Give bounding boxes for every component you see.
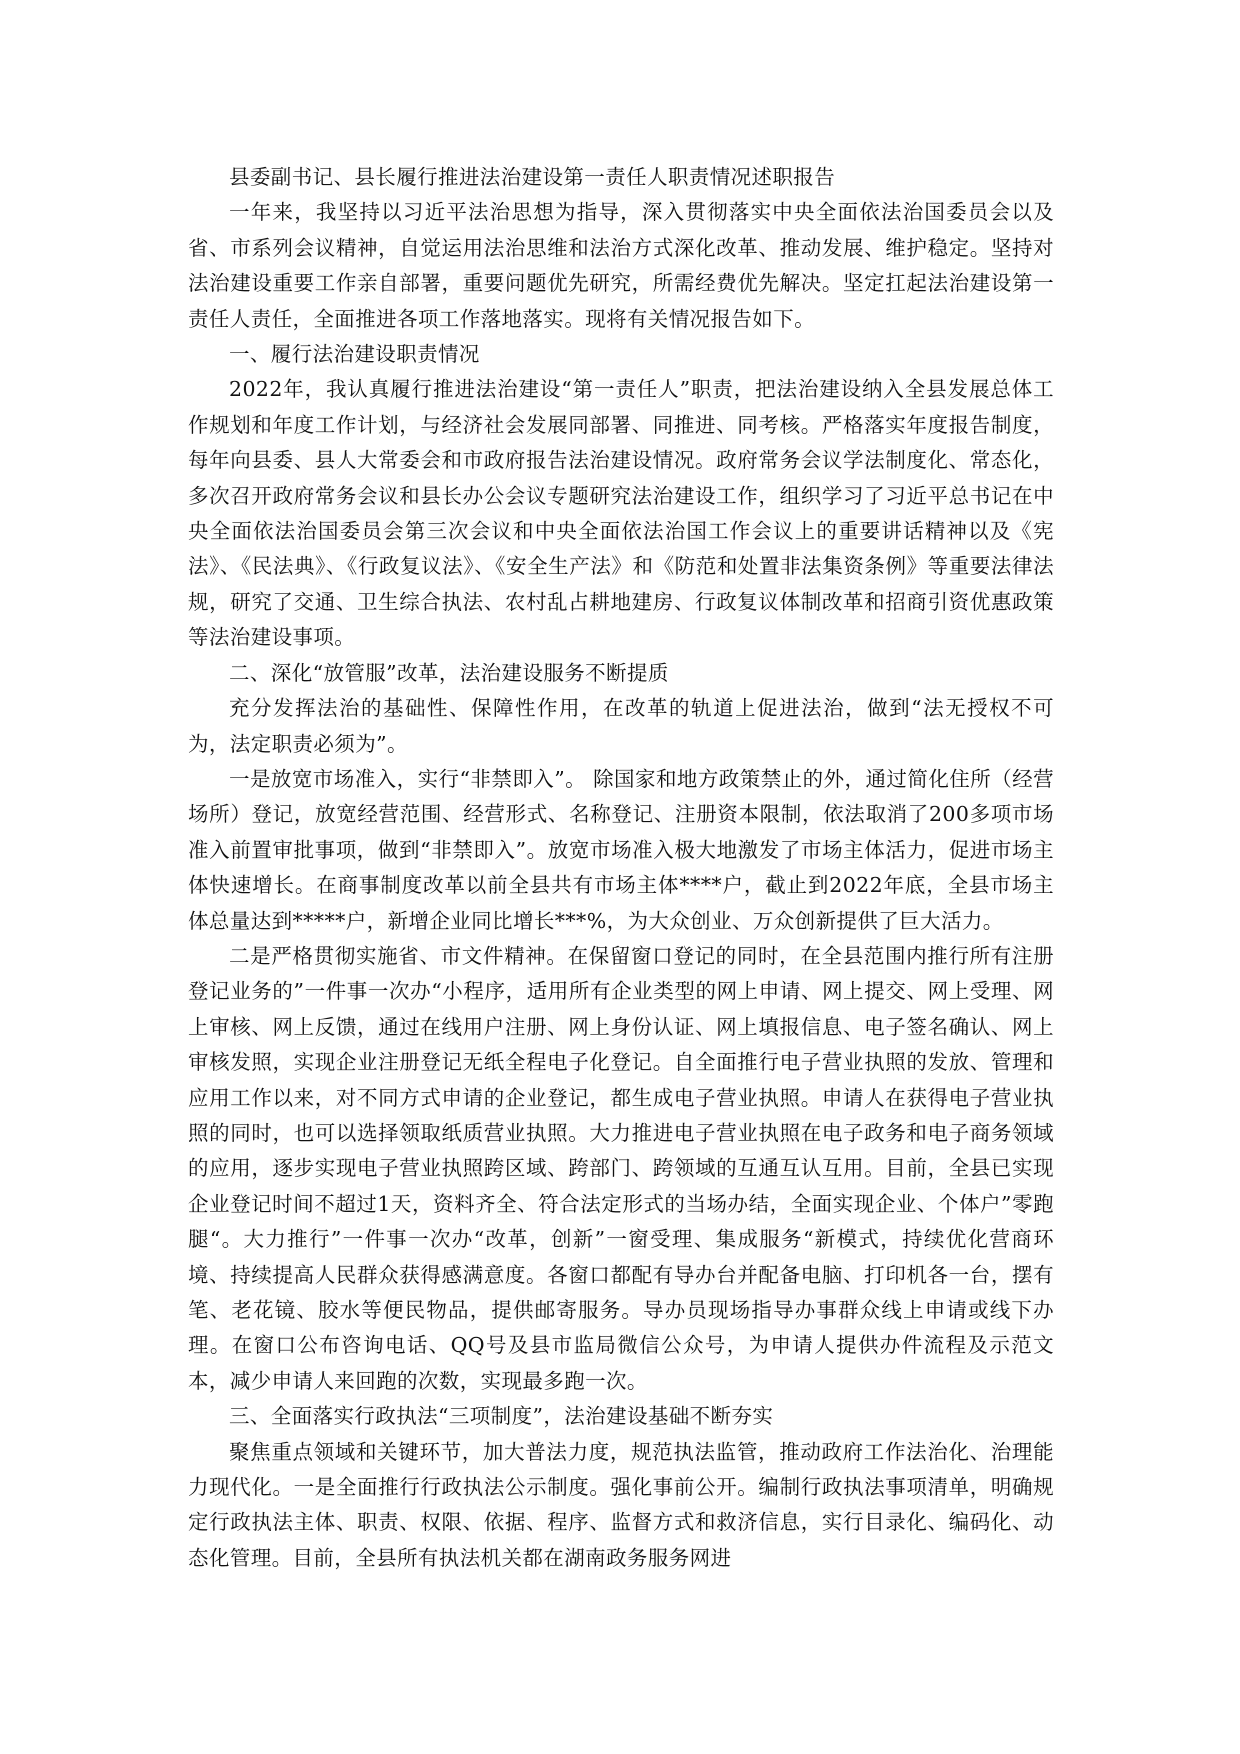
paragraph: 聚焦重点领域和关键环节，加大普法力度，规范执法监管，推动政府工作法治化、治理能力现代化。一是全面推行行政执法公示制度。强化事前公开。编制行政执法事项清单，明确规定行政执法主体、职责、权限、依据、程序、监督方式和救济信息，实行目录化、编码化、动态化管理。目前，全县所有执法机关都在湖南政务服务网进 (188, 1439, 1054, 1570)
section-heading-2: 二、深化“放管服”改革，法治建设服务不断提质 (229, 660, 669, 685)
document-title: 县委副书记、县长履行推进法治建设第一责任人职责情况述职报告 (229, 165, 836, 189)
section-heading-3: 三、全面落实行政执法“三项制度”，法治建设基础不断夯实 (229, 1404, 774, 1429)
paragraph-intro: 一年来，我坚持以习近平法治思想为指导，深入贯彻落实中央全面依法治国委员会以及省、市系列会议精神，自觉运用法治思维和法治方式深化改革、推动发展、维护稳定。坚持对法治建设重要工作亲自部署，重要问题优先研究，所需经费优先解决。坚定扛起法治建设第一责任人责任，全面推进各项工作落地落实。现将有关情况报告如下。 (188, 200, 1054, 331)
paragraph: 2022年，我认真履行推进法治建设“第一责任人”职责，把法治建设纳入全县发展总体工作规划和年度工作计划，与经济社会发展同部署、同推进、同考核。严格落实年度报告制度，每年向县委、县人大常委会和市政府报告法治建设情况。政府常务会议学法制度化、常态化，多次召开政府常务会议和县长办公会议专题研究法治建设工作，组织学习了习近平总书记在中央全面依法治国委员会第三次会议和中央全面依法治国工作会议上的重要讲话精神以及《宪法》、《民法典》、《行政复议法》、《安全生产法》和《防范和处置非法集资条例》等重要法律法规，研究了交通、卫生综合执法、农村乱占耕地建房、行政复议体制改革和招商引资优惠政策等法治建设事项。 (188, 377, 1054, 650)
paragraph: 充分发挥法治的基础性、保障性作用，在改革的轨道上促进法治，做到“法无授权不可为，法定职责必须为”。 (188, 696, 1054, 756)
section-heading-1: 一、履行法治建设职责情况 (229, 342, 480, 367)
document-body (188, 160, 1054, 1576)
paragraph: 一是放宽市场准入，实行“非禁即入”。 除国家和地方政策禁止的外，通过简化住所（经营场所）登记，放宽经营范围、经营形式、名称登记、注册资本限制，依法取消了200多项市场准入前置审批事项，做到“非禁即入”。放宽市场准入极大地激发了市场主体活力，促进市场主体快速增长。在商事制度改革以前全县共有市场主体****户，截止到2022年底，全县市场主体总量达到*****户，新增企业同比增长***%，为大众创业、万众创新提供了巨大活力。 (188, 766, 1054, 933)
paragraph: 二是严格贯彻实施省、市文件精神。在保留窗口登记的同时，在全县范围内推行所有注册登记业务的”一件事一次办“小程序，适用所有企业类型的网上申请、网上提交、网上受理、网上审核、网上反馈，通过在线用户注册、网上身份认证、网上填报信息、电子签名确认、网上审核发照，实现企业注册登记无纸全程电子化登记。自全面推行电子营业执照的发放、管理和应用工作以来，对不同方式申请的企业登记，都生成电子营业执照。申请人在获得电子营业执照的同时，也可以选择领取纸质营业执照。大力推进电子营业执照在电子政务和电子商务领域的应用，逐步实现电子营业执照跨区域、跨部门、跨领域的互通互认互用。目前，全县已实现企业登记时间不超过1天，资料齐全、符合法定形式的当场办结，全面实现企业、个体户”零跑腿“。大力推行”一件事一次办“改革，创新”一窗受理、集成服务“新模式，持续优化营商环境、持续提高人民群众获得感满意度。各窗口都配有导办台并配备电脑、打印机各一台，摆有笔、老花镜、胶水等便民物品，提供邮寄服务。导办员现场指导办事群众线上申请或线下办理。在窗口公布咨询电话、QQ号及县市监局微信公众号，为申请人提供办件流程及示范文本，减少申请人来回跑的次数，实现最多跑一次。 (188, 943, 1054, 1393)
